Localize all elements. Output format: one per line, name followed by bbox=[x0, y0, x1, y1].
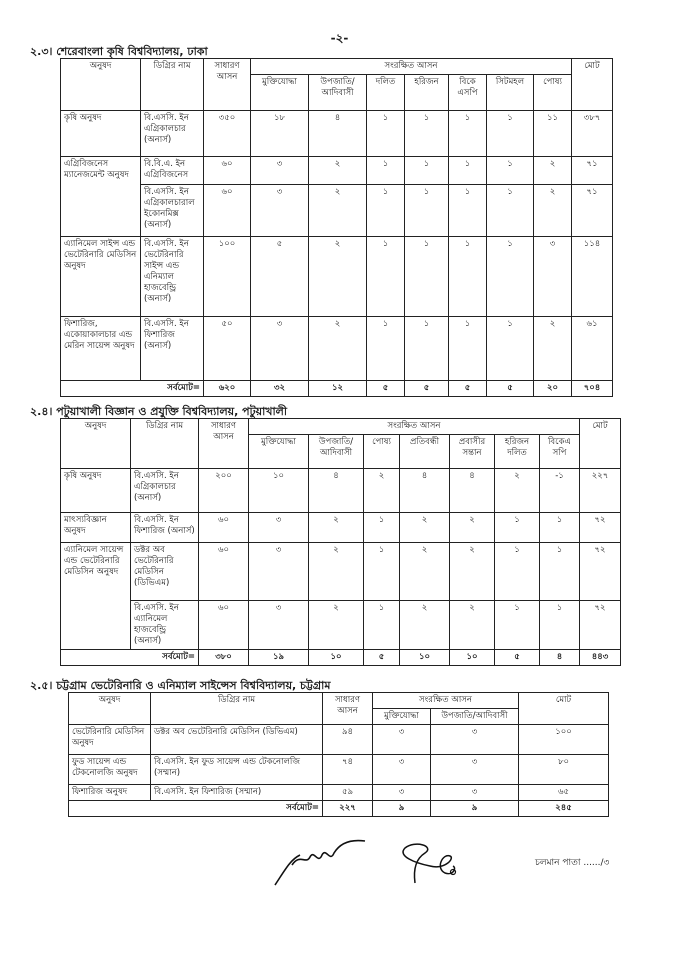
general-seats: ৫৯ bbox=[323, 785, 373, 801]
reserved-seats: ১ bbox=[449, 317, 487, 381]
general-seats: ১০০ bbox=[204, 237, 251, 317]
general-seats: ৩৫০ bbox=[204, 111, 251, 157]
reserved-seats: ৩ bbox=[534, 237, 572, 317]
degree-cell: বি.এসসি. ইন ভেটেরিনারি সাইন্স এন্ড এনিম্যাল হাজবেন্ড্রি (অনার্স) bbox=[141, 237, 204, 317]
header-degree: ডিগ্রির নাম bbox=[131, 419, 199, 469]
reserved-seats: ১ bbox=[364, 513, 400, 543]
grand-total-reserved: ৩২ bbox=[251, 381, 309, 397]
general-seats: ৬০ bbox=[204, 185, 251, 237]
header-reserved-col: উপজাতি/ আদিবাসী bbox=[309, 75, 367, 111]
reserved-seats: ১ bbox=[405, 185, 449, 237]
header-total: মোট bbox=[519, 693, 609, 725]
header-reserved-col: সিটমহল bbox=[487, 75, 534, 111]
reserved-seats: ৩ bbox=[249, 543, 309, 601]
reserved-seats: ৩ bbox=[373, 725, 431, 755]
row-total: ৬১ bbox=[572, 317, 613, 381]
reserved-seats: ১ bbox=[495, 513, 540, 543]
grand-total-label: সর্বমোট= bbox=[61, 381, 204, 397]
section-title-pstu: ২.৪। পটুয়াখালী বিজ্ঞান ও প্রযুক্তি বিশ্ববিদ্যালয়, পটুয়াখালী bbox=[30, 405, 288, 418]
reserved-seats: ২ bbox=[309, 317, 367, 381]
page-number: -২- bbox=[330, 31, 349, 45]
general-seats: ৬০ bbox=[199, 513, 249, 543]
reserved-seats: ২ bbox=[495, 469, 540, 513]
grand-total-reserved: ৫ bbox=[487, 381, 534, 397]
reserved-seats: ২ bbox=[534, 317, 572, 381]
grand-total-row bbox=[61, 381, 613, 397]
reserved-seats: ১ bbox=[540, 513, 580, 543]
reserved-seats: ১০ bbox=[249, 469, 309, 513]
table-row bbox=[61, 317, 613, 381]
header-reserved-col: হরিজন দলিত bbox=[495, 435, 540, 469]
grand-total-row bbox=[61, 650, 621, 666]
reserved-seats: ২ bbox=[400, 601, 450, 650]
general-seats: ৬০ bbox=[199, 543, 249, 601]
faculty-cell: এগ্রিবিজনেস ম্যানেজমেন্ট অনুষদ bbox=[61, 157, 141, 237]
reserved-seats: ১ bbox=[487, 317, 534, 381]
grand-total-reserved: ১০ bbox=[450, 650, 495, 666]
reserved-seats: ২ bbox=[534, 157, 572, 185]
reserved-seats: ৩ bbox=[251, 157, 309, 185]
degree-cell: বি.বি.এ. ইন এগ্রিবিজনেস bbox=[141, 157, 204, 185]
reserved-seats: ১ bbox=[540, 543, 580, 601]
row-total: ৭২ bbox=[580, 513, 621, 543]
general-seats: ৯৪ bbox=[323, 725, 373, 755]
degree-cell: ডক্টর অব ভেটেরিনারি মেডিসিন (ডিভিএম) bbox=[151, 725, 323, 755]
header-general: সাধারণ আসন bbox=[204, 59, 251, 111]
faculty-cell: কৃষি অনুষদ bbox=[61, 469, 131, 513]
reserved-seats: ২ bbox=[309, 157, 367, 185]
grand-total-reserved: ১২ bbox=[309, 381, 367, 397]
row-total: ২২৭ bbox=[580, 469, 621, 513]
faculty-cell: এ্যানিমেল সায়েন্স এন্ড ভেটেরিনারি মেডিসিন অনুষদ bbox=[61, 543, 131, 650]
grand-total-general: ৩৮০ bbox=[199, 650, 249, 666]
header-reserved: সংরক্ষিত আসন bbox=[373, 693, 519, 709]
degree-cell: বি.এসসি. ইন এ্যানিমেল হাজবেন্ড্রি (অনার্স) bbox=[131, 601, 199, 650]
reserved-seats: ৪ bbox=[450, 469, 495, 513]
reserved-seats: -১ bbox=[540, 469, 580, 513]
table-row bbox=[61, 157, 613, 185]
reserved-seats: ২ bbox=[534, 185, 572, 237]
reserved-seats: ২ bbox=[450, 601, 495, 650]
table-row bbox=[61, 111, 613, 157]
header-reserved-col: মুক্তিযোদ্ধা bbox=[249, 435, 309, 469]
header-total: মোট bbox=[580, 419, 621, 469]
reserved-seats: ৩ bbox=[373, 755, 431, 785]
faculty-cell: কৃষি অনুষদ bbox=[61, 111, 141, 157]
general-seats: ৫০ bbox=[204, 317, 251, 381]
degree-cell: বি.এসসি. ইন এগ্রিকালচার (অনার্স) bbox=[131, 469, 199, 513]
reserved-seats: ১ bbox=[495, 543, 540, 601]
general-seats: ৬০ bbox=[199, 601, 249, 650]
reserved-seats: ১ bbox=[405, 237, 449, 317]
grand-total-row bbox=[69, 801, 609, 817]
grand-total-reserved: ৪ bbox=[540, 650, 580, 666]
reserved-seats: ১ bbox=[405, 317, 449, 381]
header-reserved-col: পোষ্য bbox=[364, 435, 400, 469]
grand-total-reserved: ২০ bbox=[534, 381, 572, 397]
grand-total-general: ২২৭ bbox=[323, 801, 373, 817]
reserved-seats: ২ bbox=[450, 513, 495, 543]
signature-1-icon bbox=[270, 835, 370, 890]
header-degree: ডিগ্রির নাম bbox=[151, 693, 323, 725]
grand-total: ৭০৪ bbox=[572, 381, 613, 397]
reserved-seats: ৩ bbox=[249, 601, 309, 650]
reserved-seats: ২ bbox=[450, 543, 495, 601]
faculty-cell: এ্যানিমেল সাইন্স এন্ড ভেটেরিনারি মেডিসিন অনুষদ bbox=[61, 237, 141, 317]
reserved-seats: ১ bbox=[449, 185, 487, 237]
reserved-seats: ১১ bbox=[534, 111, 572, 157]
header-total: মোট bbox=[572, 59, 613, 111]
header-reserved-col: দলিত bbox=[367, 75, 405, 111]
reserved-seats: ১ bbox=[449, 237, 487, 317]
grand-total-reserved: ১৯ bbox=[249, 650, 309, 666]
header-faculty: অনুষদ bbox=[69, 693, 151, 725]
table-row bbox=[69, 725, 609, 755]
reserved-seats: ২ bbox=[309, 601, 364, 650]
reserved-seats: ৩ bbox=[431, 755, 519, 785]
grand-total-reserved: ১০ bbox=[400, 650, 450, 666]
reserved-seats: ২ bbox=[309, 237, 367, 317]
table-row bbox=[61, 469, 621, 513]
header-reserved-col: মুক্তিযোদ্ধা bbox=[251, 75, 309, 111]
grand-total-reserved: ৫ bbox=[367, 381, 405, 397]
grand-total: ২৪৫ bbox=[519, 801, 609, 817]
grand-total: ৪৪৩ bbox=[580, 650, 621, 666]
row-total: ১১৪ bbox=[572, 237, 613, 317]
reserved-seats: ৩ bbox=[249, 513, 309, 543]
reserved-seats: ২ bbox=[364, 469, 400, 513]
reserved-seats: ৪ bbox=[309, 111, 367, 157]
reserved-seats: ১ bbox=[367, 157, 405, 185]
header-reserved-col: প্রতিবন্ধী bbox=[400, 435, 450, 469]
row-total: ৭২ bbox=[580, 543, 621, 601]
table-row bbox=[61, 543, 621, 601]
header-general: সাধারণ আসন bbox=[323, 693, 373, 725]
table-sau bbox=[60, 58, 613, 397]
grand-total-reserved: ৫ bbox=[449, 381, 487, 397]
table-row bbox=[69, 755, 609, 785]
header-reserved-col: উপজাতি/আদিবাসী bbox=[431, 709, 519, 725]
degree-cell: বি.এসসি. ইন ফিশারিজ (অনার্স) bbox=[141, 317, 204, 381]
row-total: ৩৮৭ bbox=[572, 111, 613, 157]
degree-cell: বি.এসসি. ইন ফিশারিজ (সম্মান) bbox=[151, 785, 323, 801]
header-faculty: অনুষদ bbox=[61, 419, 131, 469]
grand-total-general: ৬২০ bbox=[204, 381, 251, 397]
grand-total-reserved: ৫ bbox=[405, 381, 449, 397]
table-row bbox=[61, 513, 621, 543]
reserved-seats: ১৮ bbox=[251, 111, 309, 157]
faculty-cell: ফিশারিজ অনুষদ bbox=[69, 785, 151, 801]
table-row bbox=[61, 237, 613, 317]
reserved-seats: ১ bbox=[540, 601, 580, 650]
row-total: ১০০ bbox=[519, 725, 609, 755]
reserved-seats: ৩ bbox=[251, 317, 309, 381]
grand-total-reserved: ১০ bbox=[309, 650, 364, 666]
grand-total-reserved: ৫ bbox=[364, 650, 400, 666]
reserved-seats: ৫ bbox=[251, 237, 309, 317]
reserved-seats: ২ bbox=[309, 185, 367, 237]
degree-cell: ডক্টর অব ভেটেরিনারি মেডিসিন (ডিভিএম) bbox=[131, 543, 199, 601]
reserved-seats: ২ bbox=[309, 513, 364, 543]
reserved-seats: ১ bbox=[449, 157, 487, 185]
reserved-seats: ২ bbox=[400, 513, 450, 543]
table-pstu bbox=[60, 418, 621, 666]
general-seats: ৬০ bbox=[204, 157, 251, 185]
header-reserved-col: হরিজন bbox=[405, 75, 449, 111]
grand-total-label: সর্বমোট= bbox=[61, 650, 199, 666]
faculty-cell: ভেটেরিনারি মেডিসিন অনুষদ bbox=[69, 725, 151, 755]
general-seats: ৭৪ bbox=[323, 755, 373, 785]
header-degree: ডিগ্রির নাম bbox=[141, 59, 204, 111]
reserved-seats: ৪ bbox=[309, 469, 364, 513]
faculty-cell: ফিশারিজ, একোয়াকালচার এন্ড মেরিন সায়েন্স অনুষদ bbox=[61, 317, 141, 381]
table-row bbox=[61, 601, 621, 650]
row-total: ৭১ bbox=[572, 185, 613, 237]
faculty-cell: ফুড সায়েন্স এন্ড টেকনোলজি অনুষদ bbox=[69, 755, 151, 785]
reserved-seats: ২ bbox=[309, 543, 364, 601]
reserved-seats: ৩ bbox=[373, 785, 431, 801]
reserved-seats: ৩ bbox=[431, 785, 519, 801]
reserved-seats: ১ bbox=[367, 237, 405, 317]
degree-cell: বি.এসসি. ইন ফিশারিজ (অনার্স) bbox=[131, 513, 199, 543]
header-reserved: সংরক্ষিত আসন bbox=[251, 59, 572, 75]
reserved-seats: ১ bbox=[487, 237, 534, 317]
reserved-seats: ১ bbox=[364, 543, 400, 601]
header-faculty: অনুষদ bbox=[61, 59, 141, 111]
reserved-seats: ১ bbox=[367, 317, 405, 381]
section-title-cvasu: ২.৫। চট্টগ্রাম ভেটেরিনারি ও এনিম্যাল সাইন্সেস বিশ্ববিদ্যালয়, চট্টগ্রাম bbox=[30, 679, 331, 692]
signature-2-icon bbox=[395, 838, 465, 888]
degree-cell: বি.এসসি. ইন এগ্রিকালচারাল ইকোনমিক্স (অনার্স) bbox=[141, 185, 204, 237]
reserved-seats: ১ bbox=[495, 601, 540, 650]
faculty-cell: মাৎস্যবিজ্ঞান অনুষদ bbox=[61, 513, 131, 543]
degree-cell: বি.এসসি. ইন ফুড সায়েন্স এন্ড টেকনোলজি (সম্মান) bbox=[151, 755, 323, 785]
continued-page-note: চলমান পাতা ....../৩ bbox=[535, 858, 610, 868]
reserved-seats: ১ bbox=[367, 111, 405, 157]
degree-cell: বি.এসসি. ইন এগ্রিকালচার (অনার্স) bbox=[141, 111, 204, 157]
grand-total-reserved: ৫ bbox=[495, 650, 540, 666]
table-cvasu bbox=[68, 692, 609, 817]
reserved-seats: ১ bbox=[449, 111, 487, 157]
header-reserved-col: বিকে এসপি bbox=[449, 75, 487, 111]
row-total: ৭১ bbox=[572, 157, 613, 185]
grand-total-label: সর্বমোট= bbox=[69, 801, 323, 817]
header-reserved-col: পোষ্য bbox=[534, 75, 572, 111]
table-row bbox=[61, 185, 613, 237]
reserved-seats: ৩ bbox=[431, 725, 519, 755]
reserved-seats: ১ bbox=[367, 185, 405, 237]
row-total: ৬৫ bbox=[519, 785, 609, 801]
row-total: ৭২ bbox=[580, 601, 621, 650]
reserved-seats: ১ bbox=[405, 157, 449, 185]
reserved-seats: ১ bbox=[487, 185, 534, 237]
header-general: সাধারণ আসন bbox=[199, 419, 249, 469]
reserved-seats: ১ bbox=[405, 111, 449, 157]
section-title-sau: ২.৩। শেরেবাংলা কৃষি বিশ্ববিদ্যালয়, ঢাকা bbox=[30, 45, 208, 58]
reserved-seats: ১ bbox=[487, 111, 534, 157]
reserved-seats: ৩ bbox=[251, 185, 309, 237]
header-reserved: সংরক্ষিত আসন bbox=[249, 419, 580, 435]
header-reserved-col: মুক্তিযোদ্ধা bbox=[373, 709, 431, 725]
header-reserved-col: উপজাতি/ আদিবাসী bbox=[309, 435, 364, 469]
header-reserved-col: প্রবাসীর সন্তান bbox=[450, 435, 495, 469]
grand-total-reserved: ৯ bbox=[373, 801, 431, 817]
row-total: ৮০ bbox=[519, 755, 609, 785]
table-row bbox=[69, 785, 609, 801]
reserved-seats: ১ bbox=[487, 157, 534, 185]
grand-total-reserved: ৯ bbox=[431, 801, 519, 817]
general-seats: ২০০ bbox=[199, 469, 249, 513]
reserved-seats: ২ bbox=[400, 543, 450, 601]
reserved-seats: ৪ bbox=[400, 469, 450, 513]
header-reserved-col: বিকেএ সপি bbox=[540, 435, 580, 469]
reserved-seats: ১ bbox=[364, 601, 400, 650]
